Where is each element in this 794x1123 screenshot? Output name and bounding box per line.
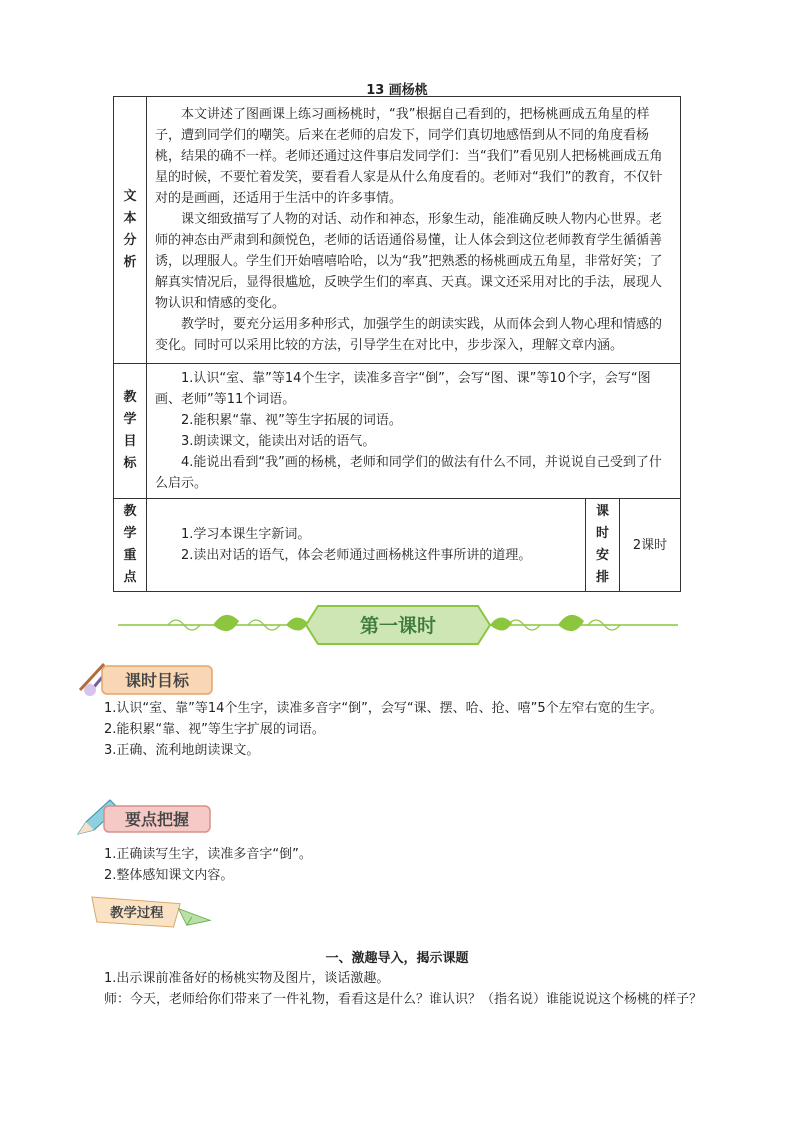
keypoint-item: 2.读出对话的语气，体会老师通过画杨桃这件事所讲的道理。 [181, 548, 532, 563]
keys-section-text [104, 844, 724, 886]
goals-content [147, 364, 681, 499]
process-line: 1.出示课前准备好的杨桃实物及图片，谈话激趣。 [104, 971, 390, 986]
goal-item: 2.能积累“靠、视”等生字拓展的词语。 [181, 413, 402, 428]
banner-title: 第一课时 [359, 615, 437, 637]
analysis-paragraph: 教学时，要充分运用多种形式，加强学生的朗读实践，从而体会到人物心理和情感的变化。同时可以采用比较的方法，引导学生在对比中，步步深入，理解文章内涵。 [155, 317, 663, 353]
goal-line: 2.能积累“靠、视”等生字扩展的词语。 [104, 722, 325, 737]
goals-section-text [104, 698, 724, 761]
lesson-banner [118, 600, 678, 650]
paper-plane-icon [179, 909, 211, 926]
keypoints-heading: 教 学 重 点 [114, 499, 147, 592]
document-title: 13 画杨桃 [366, 83, 428, 98]
goal-line: 3.正确、流利地朗读课文。 [104, 743, 260, 758]
analysis-paragraph: 本文讲述了图画课上练习画杨桃时，“我”根据自己看到的，把杨桃画成五角星的样子，遭到同学们的嘲笑。后来在老师的启发下，同学们真切地感悟到从不同的角度看杨桃，结果的确不一样。老师还通过这件事启发同学们：当“我们”看见别人把杨桃画成五角星的时候，不要忙着发笑，要看看人家是从什么角度看的。老师对“我们”的教育，不仅针对的是画画，还适用于生活中的许多事情。 [155, 107, 663, 206]
key-line: 2.整体感知课文内容。 [104, 868, 234, 883]
keys-badge-label: 要点把握 [124, 810, 190, 829]
goals-badge-label: 课时目标 [124, 671, 190, 690]
goals-badge [76, 660, 216, 700]
process-line: 师：今天，老师给你们带来了一件礼物，看看这是什么？谁认识？（指名说）谁能说说这个杨桃的样子？ [104, 992, 703, 1007]
goal-item: 1.认识“室、靠”等14个生字，读准多音字“倒”，会写“图、课”等10个字，会写“图画、老师”等11个词语。 [155, 371, 651, 407]
keypoints-row [114, 499, 681, 592]
analysis-heading: 文 本 分 析 [114, 97, 147, 364]
analysis-row [114, 97, 681, 364]
goal-item: 3.朗读课文，能读出对话的语气。 [181, 434, 376, 449]
goals-row [114, 364, 681, 499]
analysis-content [147, 97, 681, 364]
analysis-paragraph: 课文细致描写了人物的对话、动作和神态，形象生动，能准确反映人物内心世界。老师的神态由严肃到和颜悦色，老师的话语通俗易懂，让人体会到这位老师教育学生循循善诱，以理服人。学生们开始嘻嘻哈哈，以为“我”把熟悉的杨桃画成五角星，非常好笑；了解真实情况后，显得很尴尬，反映学生们的率真、天真。课文还采用对比的手法，展现人物认识和情感的变化。 [155, 212, 663, 311]
keypoint-item: 1.学习本课生字新词。 [181, 527, 311, 542]
leaf-right-icon [558, 615, 584, 631]
goal-line: 1.认识“室、靠”等14个生字，读准多音字“倒”，会写“课、摆、哈、抢、嘻”5个左窄右宽的生字。 [104, 701, 663, 716]
hours-value: 2课时 [620, 499, 681, 592]
leaf-right2-icon [490, 617, 512, 630]
process-section-text [104, 968, 724, 1010]
process-badge [76, 892, 226, 932]
leaf-left2-icon [286, 617, 308, 630]
process-heading: 一、激趣导入，揭示课题 [325, 951, 469, 966]
key-line: 1.正确读写生字，读准多音字“倒”。 [104, 847, 312, 862]
lesson-plan-table [113, 96, 681, 592]
goal-item: 4.能说出看到“我”画的杨桃，老师和同学们的做法有什么不同，并说说自己受到了什么启示。 [155, 455, 662, 491]
goals-heading: 教 学 目 标 [114, 364, 147, 499]
keys-badge [76, 798, 216, 838]
process-badge-label: 教学过程 [110, 906, 164, 921]
keypoints-content [147, 499, 586, 592]
leaf-left-icon [213, 615, 239, 631]
hours-heading: 课 时 安 排 [586, 499, 620, 592]
